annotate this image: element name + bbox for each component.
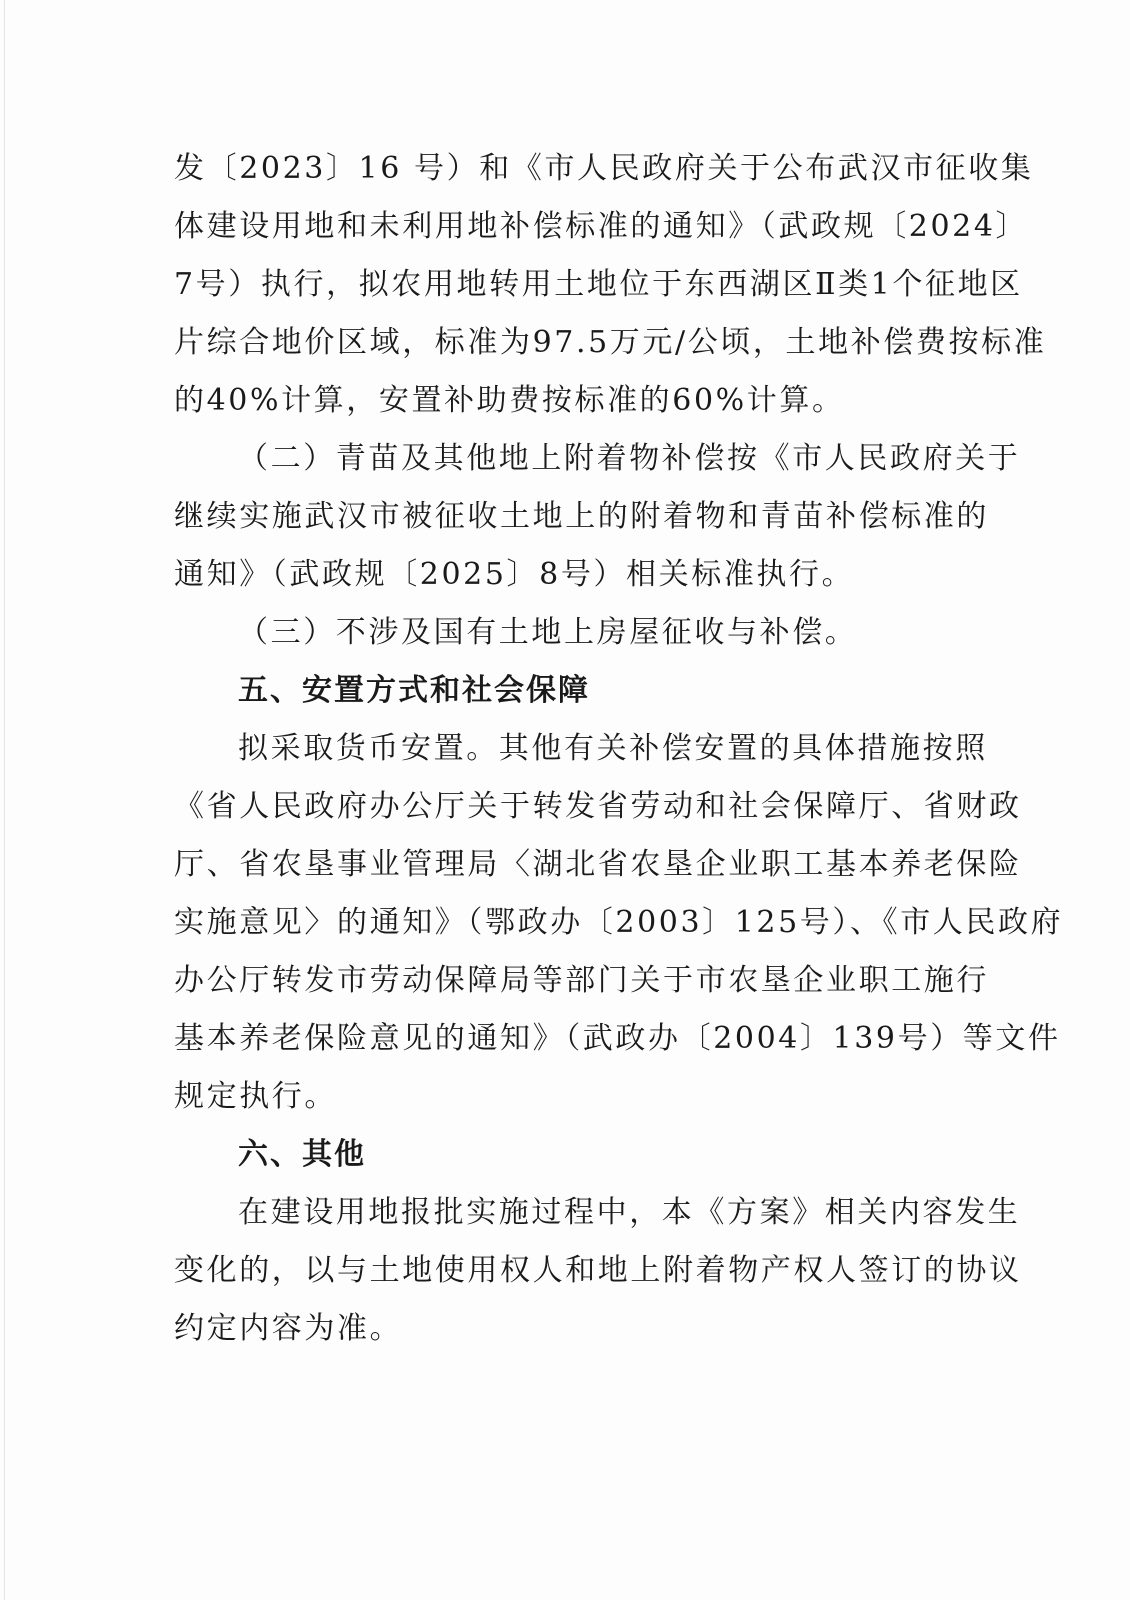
body-line: （三）不涉及国有土地上房屋征收与补偿。 <box>238 615 858 650</box>
body-line: 办公厅转发市劳动保障局等部门关于市农垦企业职工施行 <box>174 963 989 998</box>
body-line: 发〔2023〕16 号）和《市人民政府关于公布武汉市征收集 <box>174 151 1034 186</box>
body-line: 的40%计算，安置补助费按标准的60%计算。 <box>174 383 845 418</box>
body-line: 体建设用地和未利用地补偿标准的通知》（武政规〔2024〕 <box>174 209 1029 244</box>
body-line: 约定内容为准。 <box>174 1311 403 1346</box>
section-heading-six: 六、其他 <box>238 1137 366 1172</box>
body-line: 片综合地价区域，标准为97.5万元/公顷，土地补偿费按标准 <box>174 325 1047 360</box>
body-line: 厅、省农垦事业管理局〈湖北省农垦企业职工基本养老保险 <box>174 847 1022 882</box>
body-line: 继续实施武汉市被征收土地上的附着物和青苗补偿标准的 <box>174 499 989 534</box>
body-line: 《省人民政府办公厅关于转发省劳动和社会保障厅、省财政 <box>174 789 1022 824</box>
body-line: 规定执行。 <box>174 1079 337 1114</box>
body-line: 7号）执行，拟农用地转用土地位于东西湖区Ⅱ类1个征地区 <box>174 267 1023 302</box>
body-line: 实施意见〉的通知》（鄂政办〔2003〕125号）、《市人民政府 <box>174 905 1064 940</box>
body-line: 变化的，以与土地使用权人和地上附着物产权人签订的协议 <box>174 1253 1022 1288</box>
body-line: 基本养老保险意见的通知》（武政办〔2004〕139号）等文件 <box>174 1021 1061 1056</box>
scan-edge-line <box>4 0 5 1600</box>
document-body <box>174 140 1064 1358</box>
body-line: （二）青苗及其他地上附着物补偿按《市人民政府关于 <box>238 441 1021 476</box>
body-line: 在建设用地报批实施过程中，本《方案》相关内容发生 <box>238 1195 1021 1230</box>
section-heading-five: 五、安置方式和社会保障 <box>238 673 590 708</box>
body-line: 拟采取货币安置。其他有关补偿安置的具体措施按照 <box>238 731 988 766</box>
body-line: 通知》（武政规〔2025〕8号）相关标准执行。 <box>174 557 855 592</box>
